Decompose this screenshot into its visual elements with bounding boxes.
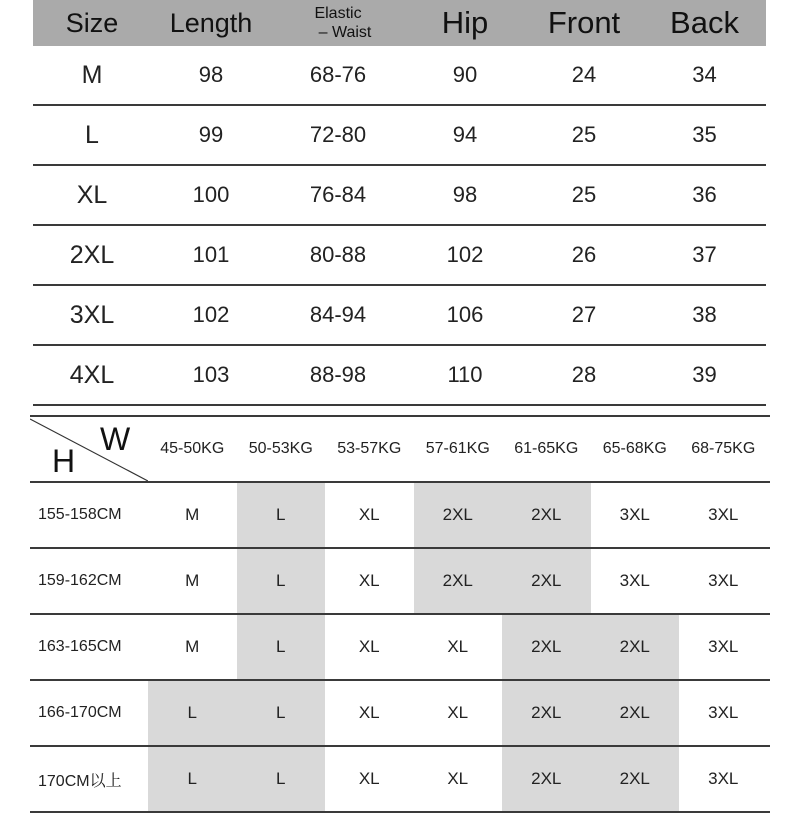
weight-axis-label: W bbox=[100, 421, 131, 457]
recommended-size-cell: XL bbox=[358, 769, 380, 788]
weight-range-header: 57-61KG bbox=[425, 440, 490, 457]
recommended-size-cell: 3XL bbox=[708, 637, 739, 656]
size-value: 36 bbox=[692, 182, 717, 207]
height-range-label: 155-158CM bbox=[38, 506, 122, 523]
header-length: Length bbox=[169, 7, 253, 38]
size-value: 26 bbox=[571, 242, 597, 267]
recommended-size-cell: XL bbox=[447, 703, 469, 722]
size-chart-header bbox=[33, 0, 766, 46]
recommended-size-cell: 2XL bbox=[502, 615, 591, 679]
size-value: 39 bbox=[692, 362, 717, 387]
size-value: 38 bbox=[692, 302, 717, 327]
size-value: 24 bbox=[571, 62, 597, 87]
recommended-size-cell: XL bbox=[358, 703, 380, 722]
size-value: 35 bbox=[692, 122, 717, 147]
size-value: 99 bbox=[198, 122, 224, 147]
size-value: 94 bbox=[452, 122, 478, 147]
size-label: 2XL bbox=[69, 240, 115, 269]
height-range-label: 159-162CM bbox=[38, 572, 122, 589]
fit-row bbox=[30, 615, 770, 681]
recommended-size-cell: 2XL bbox=[502, 549, 591, 613]
recommended-size-cell: L bbox=[237, 681, 326, 745]
size-row bbox=[33, 286, 766, 346]
recommended-size-cell: XL bbox=[447, 637, 469, 656]
recommended-size-cell: 3XL bbox=[708, 703, 739, 722]
size-chart-table bbox=[33, 0, 766, 406]
recommended-size-cell: 2XL bbox=[591, 747, 680, 811]
size-value: 28 bbox=[571, 362, 597, 387]
recommended-size-cell: 2XL bbox=[502, 681, 591, 745]
size-row bbox=[33, 166, 766, 226]
weight-range-header: 65-68KG bbox=[602, 440, 667, 457]
size-value: 100 bbox=[192, 182, 230, 207]
size-value: 76-84 bbox=[309, 182, 367, 207]
recommended-size-cell: M bbox=[185, 637, 200, 656]
recommended-size-cell: L bbox=[237, 549, 326, 613]
fit-row bbox=[30, 483, 770, 549]
size-value: 34 bbox=[692, 62, 717, 87]
corner-cell bbox=[30, 417, 148, 481]
size-value: 110 bbox=[447, 362, 483, 387]
fit-table-header bbox=[30, 415, 770, 483]
size-label: M bbox=[81, 60, 103, 89]
fit-table-body bbox=[30, 483, 770, 813]
recommended-size-cell: XL bbox=[358, 571, 380, 590]
size-label: L bbox=[85, 120, 99, 149]
recommended-size-cell: 3XL bbox=[619, 571, 650, 590]
header-front: Front bbox=[547, 5, 621, 40]
size-row bbox=[33, 106, 766, 166]
recommended-size-cell: XL bbox=[358, 637, 380, 656]
header-size: Size bbox=[65, 7, 119, 38]
fit-row bbox=[30, 747, 770, 813]
size-row bbox=[33, 346, 766, 406]
recommended-size-cell: L bbox=[237, 615, 326, 679]
recommended-size-cell: 2XL bbox=[414, 483, 503, 547]
size-value: 68-76 bbox=[309, 62, 367, 87]
header-hip: Hip bbox=[441, 5, 489, 40]
weight-range-header: 50-53KG bbox=[248, 440, 313, 457]
height-axis-label: H bbox=[52, 443, 76, 479]
size-value: 72-80 bbox=[309, 122, 367, 147]
size-value: 98 bbox=[452, 182, 478, 207]
fit-recommendation-table bbox=[30, 415, 770, 813]
weight-range-header: 61-65KG bbox=[514, 440, 579, 457]
recommended-size-cell: 2XL bbox=[502, 483, 591, 547]
fit-row bbox=[30, 549, 770, 615]
size-row bbox=[33, 46, 766, 106]
header-back: Back bbox=[670, 5, 739, 40]
recommended-size-cell: 3XL bbox=[708, 769, 739, 788]
recommended-size-cell: M bbox=[185, 505, 200, 524]
recommended-size-cell: XL bbox=[447, 769, 469, 788]
recommended-size-cell: L bbox=[237, 483, 326, 547]
size-value: 88-98 bbox=[309, 362, 367, 387]
recommended-size-cell: XL bbox=[358, 505, 380, 524]
recommended-size-cell: M bbox=[185, 571, 200, 590]
size-chart-body bbox=[33, 46, 766, 406]
weight-range-header: 68-75KG bbox=[691, 440, 756, 457]
fit-row bbox=[30, 681, 770, 747]
recommended-size-cell: 2XL bbox=[414, 549, 503, 613]
size-value: 27 bbox=[571, 302, 597, 327]
weight-range-header: 45-50KG bbox=[160, 440, 225, 457]
size-value: 25 bbox=[571, 182, 597, 207]
size-value: 103 bbox=[192, 362, 230, 387]
size-value: 106 bbox=[446, 302, 484, 327]
height-range-label: 166-170CM bbox=[38, 704, 122, 721]
recommended-size-cell: L bbox=[148, 681, 237, 745]
size-value: 102 bbox=[446, 242, 484, 267]
recommended-size-cell: 3XL bbox=[708, 571, 739, 590]
height-range-label: 163-165CM bbox=[38, 638, 122, 655]
header-waist-line2: – Waist bbox=[318, 24, 372, 41]
size-value: 80-88 bbox=[309, 242, 367, 267]
recommended-size-cell: 2XL bbox=[502, 747, 591, 811]
size-value: 102 bbox=[192, 302, 230, 327]
size-value: 101 bbox=[192, 242, 230, 267]
weight-headers bbox=[148, 440, 768, 458]
size-row bbox=[33, 226, 766, 286]
height-range-label: 170CM以上 bbox=[38, 772, 122, 790]
recommended-size-cell: L bbox=[148, 747, 237, 811]
header-elastic-waist bbox=[271, 4, 405, 42]
size-label: 4XL bbox=[69, 360, 115, 389]
recommended-size-cell: 3XL bbox=[708, 505, 739, 524]
recommended-size-cell: 2XL bbox=[591, 681, 680, 745]
size-label: 3XL bbox=[69, 300, 115, 329]
size-value: 37 bbox=[692, 242, 717, 267]
size-value: 84-94 bbox=[309, 302, 367, 327]
size-label: XL bbox=[76, 180, 108, 209]
diagonal-divider bbox=[30, 417, 148, 481]
recommended-size-cell: 2XL bbox=[591, 615, 680, 679]
size-value: 25 bbox=[571, 122, 597, 147]
recommended-size-cell: L bbox=[237, 747, 326, 811]
size-value: 98 bbox=[198, 62, 224, 87]
header-waist-line1: Elastic bbox=[314, 5, 362, 22]
size-value: 90 bbox=[452, 62, 478, 87]
recommended-size-cell: 3XL bbox=[619, 505, 650, 524]
weight-range-header: 53-57KG bbox=[337, 440, 402, 457]
